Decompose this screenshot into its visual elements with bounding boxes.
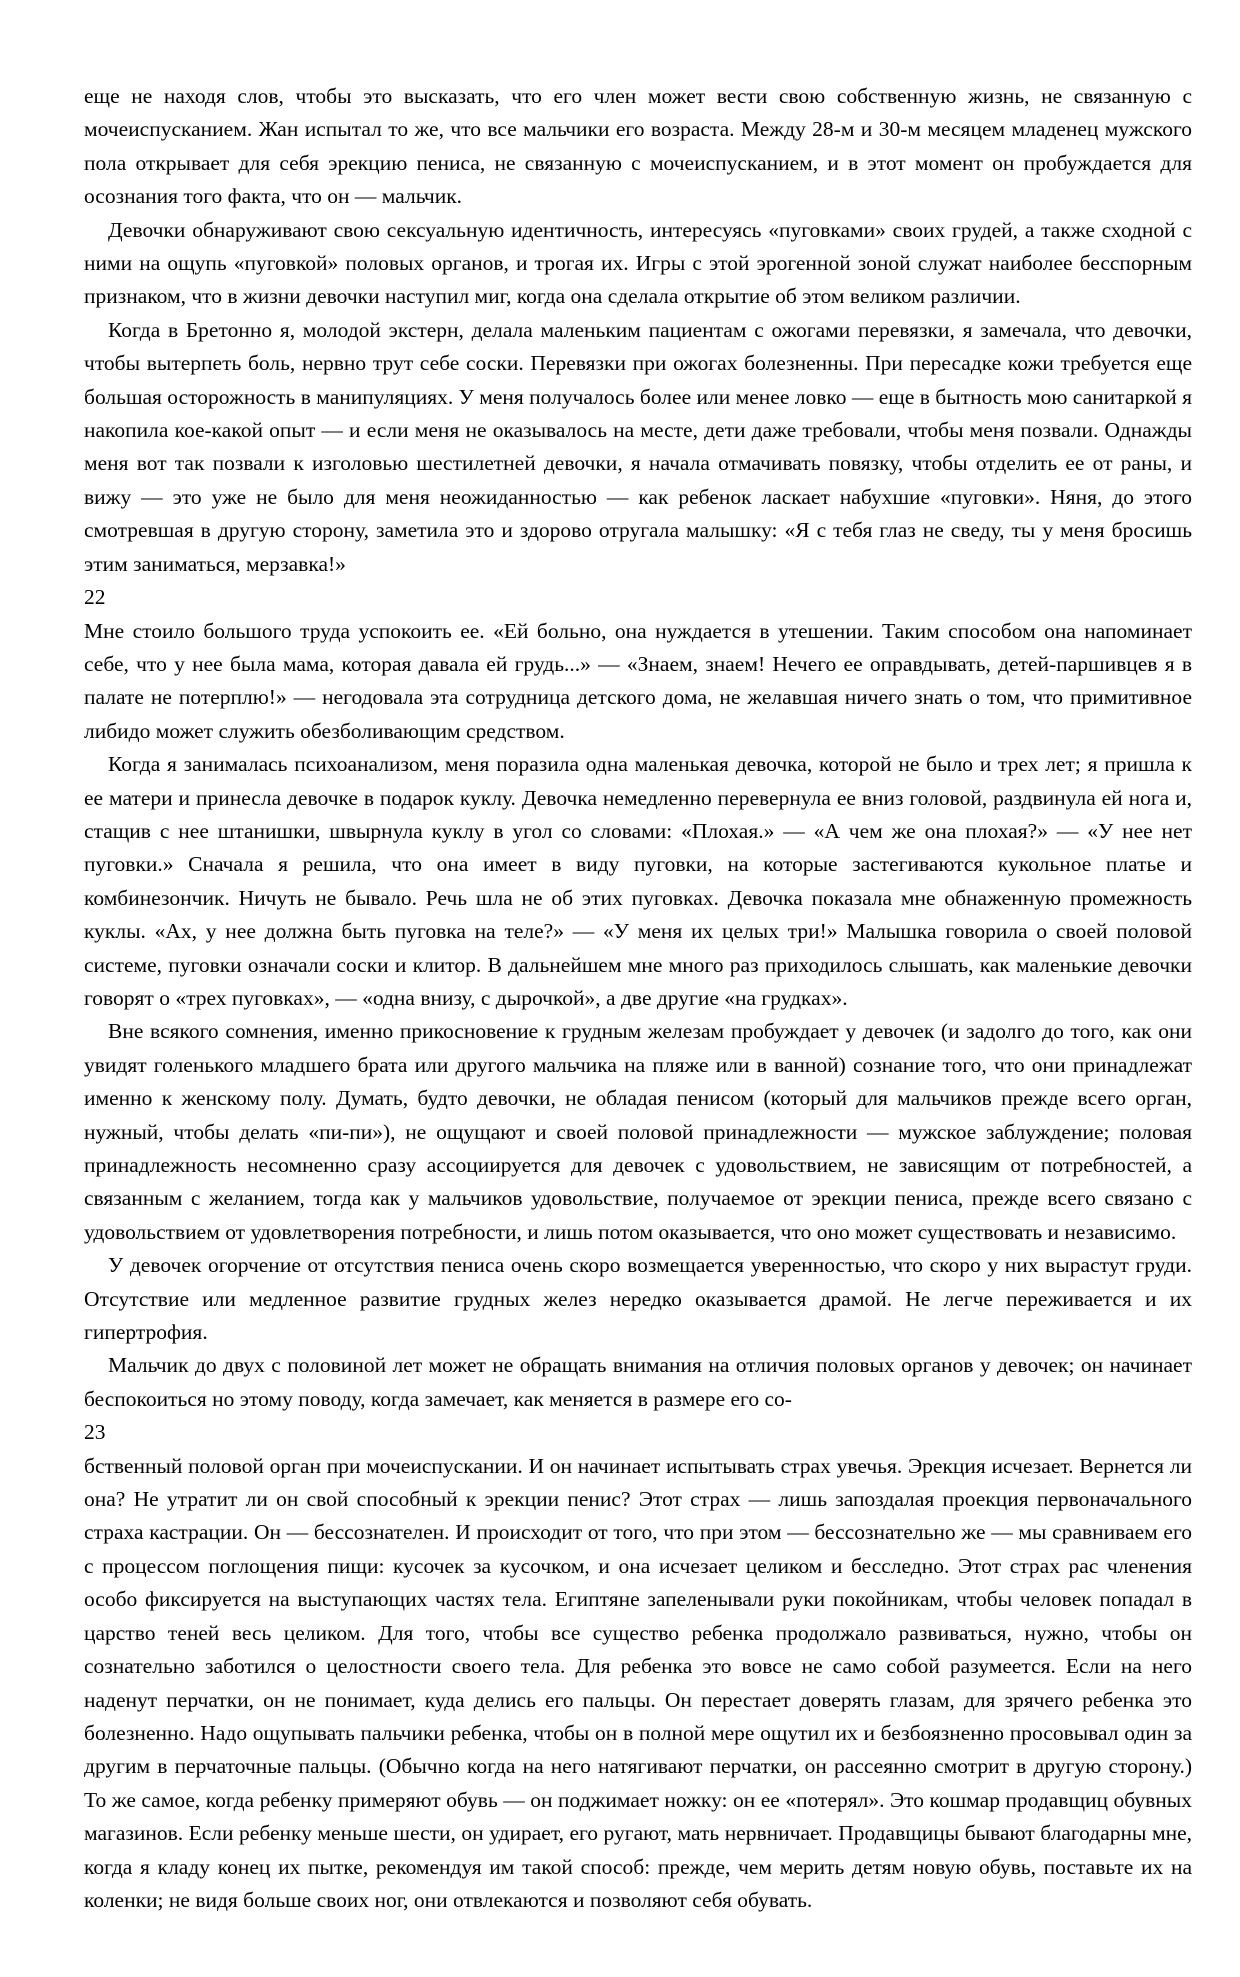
body-paragraph: Мне стоило большого труда успокоить ее. «Ей больно, она нуждается в утешении. Таким способом она напоминает себе, что у нее была мама, которая давала ей грудь...» — «Знаем, знаем! Нечего ее оправдывать, детей-паршивцев я в палате не потерплю!» — негодовала эта сотрудница детского дома, не желавшая ничего знать о том, что примитивное либидо может служить обезболивающим средством. [84,618,1192,743]
body-paragraph: Когда в Бретонно я, молодой экстерн, делала маленьким пациентам с ожогами перевязки, я замечала, что девочки, чтобы вытерпеть боль, нервно трут себе соски. Перевязки при ожогах болезненны. При пересадке кожи требуется еще большая осторожность в манипуляциях. У меня получалось более или менее ловко — еще в бытность мою санитаркой я накопила кое-какой опыт — и если меня не оказывалось на месте, дети даже требовали, чтобы меня позвали. Однажды меня вот так позвали к изголовью шестилетней девочки, я начала отмачивать повязку, чтобы отделить ее от раны, и вижу — это уже не было для меня неожиданностью — как ребенок ласкает набухшие «пуговки». Няня, до этого смотревшая в другую сторону, заметила это и здорово отругала малышку: «Я с тебя глаз не сведу, ты у меня бросишь этим заниматься, мерзавка!» [84,317,1192,576]
body-paragraph: Вне всякого сомнения, именно прикосновение к грудным железам пробуждает у девочек (и задолго до того, как они увидят голенького младшего брата или другого мальчика на пляже или в ванной) сознание того, что они принадлежат именно к женскому полу. Думать, будто девочки, не обладая пенисом (который для мальчиков прежде всего орган, нужный, чтобы делать «пи-пи»), не ощущают и своей половой принадлежности — мужское заблуждение; половая принадлежность несомненно сразу ассоциируется для девочек с удовольствием, не зависящим от потребностей, а связанным с желанием, тогда как у мальчиков удовольствие, получаемое от эрекции пениса, прежде всего связано с удовольствием от удовлетворения потребности, и лишь потом оказывается, что оно может существовать и независимо. [84,1019,1192,1244]
body-paragraph: бственный половой орган при мочеиспускании. И он начинает испытывать страх увечья. Эрекция исчезает. Вернется ли она? Не утратит ли он свой способный к эрекции пенис? Этот страх — лишь запоздалая проекция первоначального страха кастрации. Он — бессознателен. И происходит от того, что при этом — бессознательно же — мы сравниваем его с процессом поглощения пищи: кусочек за кусочком, и она исчезает целиком и бесследно. Этот страх рас членения особо фиксируется на выступающих частях тела. Египтяне запеленывали руки покойникам, чтобы человек попадал в царство теней весь целиком. Для того, чтобы все существо ребенка продолжало развиваться, нужно, чтобы он сознательно заботился о целостности своего тела. Для ребенка это вовсе не само собой разумеется. Если на него наденут перчатки, он не понимает, куда делись его пальцы. Он перестает доверять глазам, для зрячего ребенка это болезненно. Надо ощупывать пальчики ребенка, чтобы он в полной мере ощутил их и безбоязненно просовывал один за другим в перчаточные пальцы. (Обычно когда на него натягивают перчатки, он рассеянно смотрит в другую сторону.) То же самое, когда ребенку примеряют обувь — он поджимает ножку: он ее «потерял». Это кошмар продавщиц обувных магазинов. Если ребенку меньше шести, он удирает, его ругают, мать нервничает. Продавщицы бывают благодарны мне, когда я кладу конец их пытке, рекомендуя им такой способ: прежде, чем мерить детям новую обувь, поставьте их на коленки; не видя больше своих ног, они отвлекаются и позволяют себя обувать. [84,1453,1192,1912]
page-number: 23 [84,1420,106,1445]
body-paragraph: Мальчик до двух с половиной лет может не обращать внимания на отличия половых органов у девочек; он начинает беспокоиться но этому поводу, когда замечает, как меняется в размере его со- [84,1353,1192,1411]
body-paragraph: У девочек огорчение от отсутствия пениса очень скоро возмещается уверенностью, что скоро у них вырастут груди. Отсутствие или медленное развитие грудных желез нередко оказывается драмой. Не легче переживается и их гипертрофия. [84,1253,1192,1345]
text-column [84,80,1192,1917]
body-paragraph: Когда я занималась психоанализом, меня поразила одна маленькая девочка, которой не было и трех лет; я пришла к ее матери и принесла девочке в подарок куклу. Девочка немедленно перевернула ее вниз головой, раздвинула ей нога и, стащив с нее штанишки, швырнула куклу в угол со словами: «Плохая.» — «А чем же она плохая?» — «У нее нет пуговки.» Сначала я решила, что она имеет в виду пуговки, на которые застегиваются кукольное платье и комбинезончик. Ничуть не бывало. Речь шла не об этих пуговках. Девочка показала мне обнаженную промежность куклы. «Ах, у нее должна быть пуговка на теле?» — «У меня их целых три!» Малышка говорила о своей половой системе, пуговки означали соски и клитор. В дальнейшем мне много раз приходилось слышать, как маленькие девочки говорят о «трех пуговках», — «одна внизу, с дырочкой», а две другие «на грудках». [84,752,1192,1010]
page-number: 22 [84,585,106,610]
body-paragraph: Девочки обнаруживают свою сексуальную идентичность, интересуясь «пуговками» своих грудей, а также сходной с ними на ощупь «пуговкой» половых органов, и трогая их. Игры с этой эрогенной зоной служат наиболее бесспорным признаком, что в жизни девочки наступил миг, когда она сделала открытие об этом великом различии. [84,217,1192,309]
body-paragraph: еще не находя слов, чтобы это высказать, что его член может вести свою собственную жизнь, не связанную с мочеиспусканием. Жан испытал то же, что все мальчики его возраста. Между 28-м и 30-м месяцем младенец мужского пола открывает для себя эрекцию пениса, не связанную с мочеиспусканием, и в этот момент он пробуждается для осознания того факта, что он — мальчик. [84,84,1192,209]
